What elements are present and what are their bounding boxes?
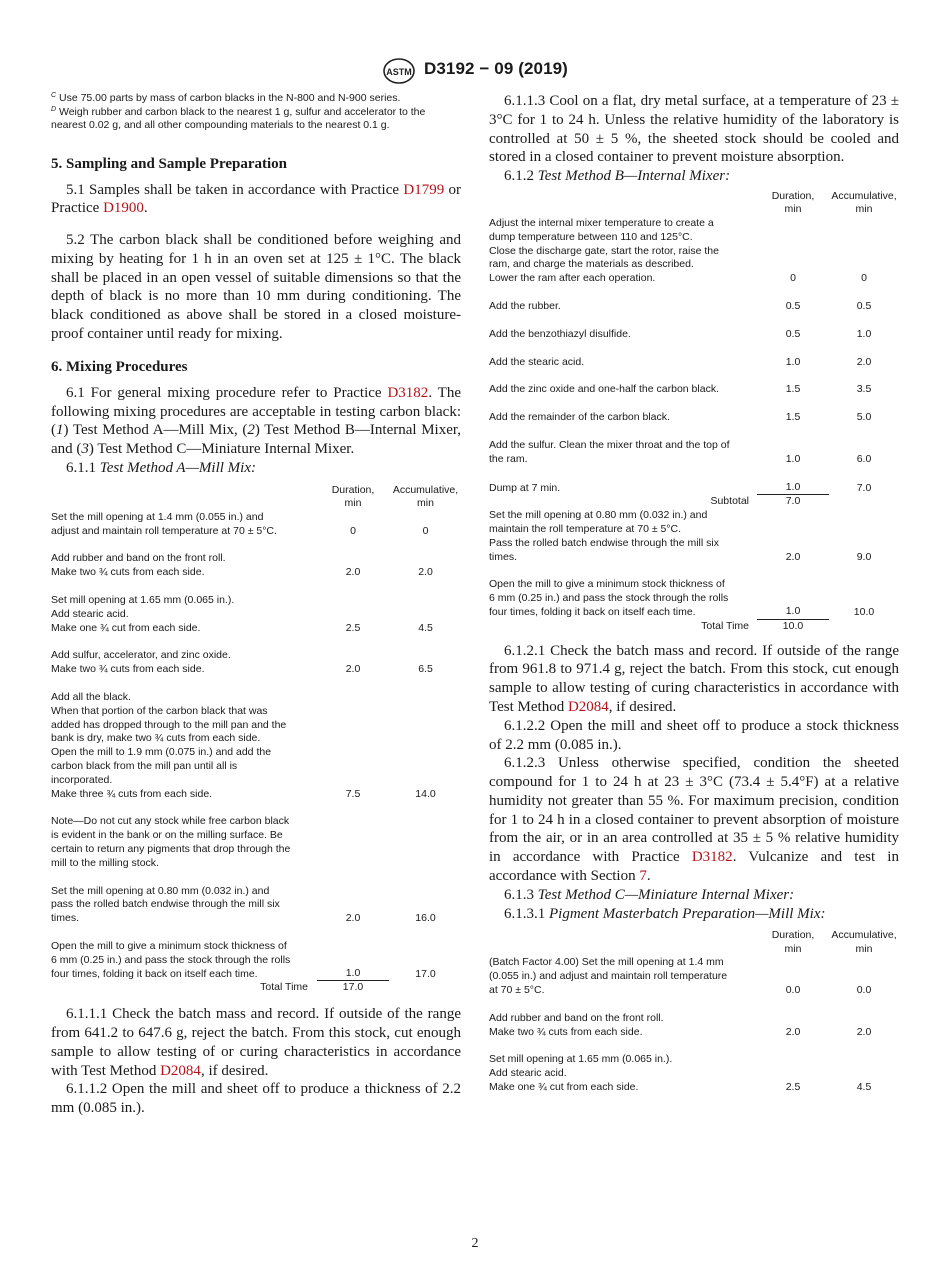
table-row: [51, 815, 461, 870]
table-row: [489, 481, 899, 496]
para-5-1: 5.1 Samples shall be taken in accordance with Practice D1799 or Practice D1900.: [51, 181, 461, 217]
footnote-c: $^C$ Use 75.00 parts by mass of carbon blacks in the N-800 and N-900 series.: [51, 92, 401, 104]
step-description: Add the zinc oxide and one-half the carbon black.: [489, 383, 719, 396]
row-spacer: [489, 425, 899, 439]
subtotal-row: [489, 495, 899, 509]
accumulative-cell: 4.5: [856, 1081, 872, 1094]
total-time-row: [489, 620, 899, 634]
table-row: [489, 439, 899, 467]
table-method-b: [489, 190, 899, 634]
duration-cell: 0.5: [785, 327, 801, 340]
accumulative-cell: 10.0: [853, 605, 875, 618]
para-6-1-1: 6.1.1 Test Method A—Mill Mix:: [66, 460, 256, 477]
duration-cell: [316, 815, 390, 870]
row-spacer: [489, 397, 899, 411]
section-6-heading: 6. Mixing Procedures: [51, 358, 188, 375]
right-column: [489, 92, 899, 1095]
duration-cell: 1.0: [785, 452, 801, 465]
para-6-1-3: 6.1.3 Test Method C—Miniature Internal Mixer:: [504, 886, 795, 903]
table-row: [489, 1053, 899, 1094]
accumulative-cell: [390, 815, 461, 870]
accumulative-cell: 16.0: [415, 912, 436, 925]
accumulative-cell: 1.0: [856, 327, 872, 340]
step-description: Open the mill to give a minimum stock thickness of 6 mm (0.25 in.) and pass the stock through the rolls four times, folding it back on itself each time.: [51, 939, 291, 980]
accumulative-cell: 9.0: [856, 550, 872, 563]
step-description: Set mill opening at 1.65 mm (0.065 in.). Add stearic acid. Make one ¾ cut from each side.: [489, 1053, 673, 1094]
col-duration-header: Duration, min: [771, 189, 815, 216]
duration-cell: 1.5: [785, 411, 801, 424]
duration-cell: 1.0: [757, 481, 829, 496]
table-row: [489, 383, 899, 397]
row-spacer: [51, 635, 461, 649]
duration-cell: 0.5: [785, 299, 801, 312]
duration-cell: 2.0: [345, 566, 361, 579]
col-duration-header: Duration, min: [331, 483, 375, 510]
table-row: [489, 509, 899, 564]
ref-d3182-link[interactable]: D3182: [691, 849, 733, 866]
step-description: Dump at 7 min.: [489, 481, 561, 494]
row-spacer: [489, 998, 899, 1012]
duration-cell: 2.0: [345, 663, 361, 676]
duration-cell: 1.0: [316, 940, 390, 981]
row-spacer: [51, 926, 461, 940]
total-time-row-value: 10.0: [782, 619, 804, 632]
step-description: Set the mill opening at 0.80 mm (0.032 in.) and pass the rolled batch endwise through the mill six times.: [51, 884, 280, 925]
logo-text: ASTM: [386, 67, 412, 77]
total-time-row-label: Total Time: [260, 981, 308, 994]
table-method-c: [489, 929, 899, 1094]
accumulative-cell: 5.0: [856, 411, 872, 424]
col-accumulative-header: Accumulative, min: [831, 929, 897, 955]
row-spacer: [51, 871, 461, 885]
table-row: [51, 940, 461, 981]
table-row: [489, 411, 899, 425]
duration-cell: 1.0: [785, 355, 801, 368]
row-spacer: [489, 314, 899, 328]
para-6-1-3-1: 6.1.3.1 Pigment Masterbatch Preparation—Mill Mix:: [504, 905, 826, 922]
table-row: [51, 552, 461, 580]
table-header-row: [489, 190, 899, 217]
step-description: Add the sulfur. Clean the mixer throat and the top of the ram.: [489, 438, 730, 465]
duration-cell: 1.5: [785, 383, 801, 396]
row-spacer: [489, 1039, 899, 1053]
ref-d1799-link[interactable]: D1799: [403, 181, 445, 198]
step-description: Add the remainder of the carbon black.: [489, 411, 670, 424]
table-row: [489, 578, 899, 619]
para-6-1-2-1: 6.1.2.1 Check the batch mass and record. If outside of the range from 961.8 to 971.4 g, reject the batch. From this stock, cut enough sample to allow testing of curing characteristics in accordance with Test Method D2084, if desired.: [489, 642, 899, 715]
page-number: 2: [471, 1236, 479, 1251]
table-row: [51, 885, 461, 926]
col-duration-header: Duration, min: [771, 929, 815, 955]
duration-cell: 0.0: [785, 984, 801, 997]
duration-cell: 7.5: [345, 787, 361, 800]
para-6-1: 6.1 For general mixing procedure refer to Practice D3182. The following mixing procedures are acceptable in testing carbon black: (1) Test Method A—Mill Mix, (2) Test Method B—Internal Mixer, and (3) Test Method C—Miniature Internal Mixer.: [51, 384, 462, 458]
step-description: Add rubber and band on the front roll. Make two ¾ cuts from each side.: [489, 1011, 664, 1038]
accumulative-cell: 17.0: [415, 967, 436, 980]
row-spacer: [489, 467, 899, 481]
accumulative-cell: 6.5: [418, 663, 433, 676]
table-row: [51, 511, 461, 539]
step-description: Add the stearic acid.: [489, 355, 585, 368]
step-description: Add the benzothiazyl disulfide.: [489, 327, 631, 340]
accumulative-cell: 4.5: [418, 621, 433, 634]
accumulative-cell: 14.0: [415, 787, 436, 800]
step-description: Open the mill to give a minimum stock thickness of 6 mm (0.25 in.) and pass the stock through the rolls four times, folding it back on itself each time.: [489, 578, 729, 618]
ref-d3182-link[interactable]: D3182: [387, 384, 429, 401]
row-spacer: [51, 801, 461, 815]
row-spacer: [489, 286, 899, 300]
row-spacer: [489, 369, 899, 383]
table-method-a: [51, 484, 461, 995]
duration-cell: 2.0: [345, 912, 361, 925]
row-spacer: [51, 538, 461, 552]
table-row: [489, 328, 899, 342]
ref-d1900-link[interactable]: D1900: [103, 200, 144, 217]
total-time-row-value: 17.0: [342, 981, 364, 994]
table-row: [489, 300, 899, 314]
step-description: Note—Do not cut any stock while free carbon black is evident in the bank or on the milling surface. Be certain to return any pigments that drop through the mill to the milling stock.: [51, 815, 291, 869]
accumulative-cell: 0: [861, 272, 867, 285]
table-row: [489, 1012, 899, 1040]
step-description: Set mill opening at 1.65 mm (0.065 in.). Add stearic acid. Make one ¾ cut from each side.: [51, 594, 235, 634]
duration-cell: 0: [350, 524, 356, 537]
page-header: [0, 58, 950, 84]
step-description: Add all the black. When that portion of the carbon black that was added has dropped through to the mill pan and the bank is dry, make two ¾ cuts from each side. Open the mill to 1.9 mm (0.075 in.) and add the carbon black from the mill pan until all is incorporated. Make three ¾ cuts from each side.: [51, 691, 287, 800]
ref-d2084-link[interactable]: D2084: [160, 1062, 201, 1079]
total-time-row: [51, 981, 461, 995]
subtotal-row-label: Subtotal: [710, 495, 749, 508]
total-time-row-label: Total Time: [701, 619, 749, 632]
accumulative-cell: 0.0: [856, 984, 872, 997]
step-description: (Batch Factor 4.00) Set the mill opening at 1.4 mm (0.055 in.) and adjust and maintain roll temperature at 70 ± 5°C.: [489, 956, 728, 997]
table-row: [489, 356, 899, 370]
accumulative-cell: 2.0: [856, 1025, 872, 1038]
duration-cell: 1.0: [757, 578, 829, 619]
subtotal-row-value: 7.0: [785, 495, 801, 508]
step-description: Add the rubber.: [489, 299, 561, 312]
row-spacer: [489, 564, 899, 578]
col-accumulative-header: Accumulative, min: [831, 189, 897, 216]
footnote-d: $^D$ Weigh rubber and carbon black to the nearest 1 g, sulfur and accelerator to the nearest 0.02 g, and all other compounding materials to the nearest 0.1 g.: [51, 105, 426, 131]
ref-d2084-link[interactable]: D2084: [567, 698, 609, 715]
table-header-row: [51, 484, 461, 511]
para-6-1-2-3: 6.1.2.3 Unless otherwise specified, condition the sheeted compound for 1 to 24 h at 23 ± 3°C (73.4 ± 5.4°F) at a relative humidity not greater than 55 %. For maximum precision, condition for 1 to 24 h in a closed container to prevent absorption of moisture from the air, or in an area controlled at 35 ± 5 % relative humidity in accordance with Practice D3182. Vulcanize and test in accordance with Section 7.: [489, 755, 899, 885]
step-description: Adjust the internal mixer temperature to create a dump temperature between 110 and 125°C. Close the discharge gate, start the rotor, raise the ram, and charge the materials as described. Lower the ram after each operation.: [489, 216, 719, 285]
duration-cell: 2.0: [785, 550, 801, 563]
step-description: Add sulfur, accelerator, and zinc oxide. Make two ¾ cuts from each side.: [51, 649, 231, 676]
section-5-heading: 5. Sampling and Sample Preparation: [51, 155, 288, 172]
col-accumulative-header: Accumulative, min: [392, 483, 459, 510]
table-row: [51, 649, 461, 677]
duration-cell: 2.5: [785, 1081, 801, 1094]
duration-cell: 0: [790, 272, 796, 285]
step-description: Add rubber and band on the front roll. Make two ¾ cuts from each side.: [51, 552, 226, 579]
astm-logo-icon: [381, 58, 417, 84]
accumulative-cell: 7.0: [856, 481, 872, 494]
table-row: [51, 691, 461, 801]
para-5-2: 5.2 The carbon black shall be conditioned before weighing and mixing by heating for 1 h in an oven set at 125 ± 1°C. The black shall be placed in an open vessel of suitable dimensions so that the depth of black is no more than 10 mm during conditioning. The black conditioned as above shall be stored in a closed moisture-proof container until ready for mixing.: [51, 232, 461, 343]
duration-cell: 2.5: [345, 621, 361, 634]
accumulative-cell: 0: [422, 524, 429, 537]
para-6-1-2: 6.1.2 Test Method B—Internal Mixer:: [504, 168, 731, 185]
para-6-1-1-3: 6.1.1.3 Cool on a flat, dry metal surface, at a temperature of 23 ± 3°C for 1 to 24 h. Unless the relative humidity of the laboratory is controlled at 50 ± 5 %, the sheeted stock should be cooled and stored in a closed container to prevent moisture absorption.: [489, 93, 899, 166]
table-row: [489, 956, 899, 997]
accumulative-cell: 2.0: [418, 566, 433, 579]
table-header-row: [489, 929, 899, 956]
ref-section-7-link[interactable]: 7: [639, 868, 647, 885]
row-spacer: [489, 342, 899, 356]
para-6-1-1-1: 6.1.1.1 Check the batch mass and record. If outside of the range from 641.2 to 647.6 g, reject the batch. From this stock, cut enough sample to allow testing of or curing characteristics in accordance with Test Method D2084, if desired.: [51, 1006, 461, 1079]
step-description: Set the mill opening at 1.4 mm (0.055 in.) and adjust and maintain roll temperature at 70 ± 5°C.: [51, 510, 277, 537]
row-spacer: [51, 580, 461, 594]
accumulative-cell: 6.0: [856, 452, 872, 465]
row-spacer: [51, 677, 461, 691]
left-column: [51, 92, 461, 1118]
accumulative-cell: 2.0: [856, 355, 872, 368]
step-description: Set the mill opening at 0.80 mm (0.032 in.) and maintain the roll temperature at 70 ± 5°C. Pass the rolled batch endwise through the mill six times.: [489, 509, 719, 563]
accumulative-cell: 3.5: [856, 383, 872, 396]
para-6-1-1-2: 6.1.1.2 Open the mill and sheet off to produce a thickness of 2.2 mm (0.085 in.).: [51, 1081, 461, 1117]
para-6-1-2-2: 6.1.2.2 Open the mill and sheet off to produce a stock thickness of 2.2 mm (0.085 in.).: [489, 717, 899, 753]
accumulative-cell: 0.5: [856, 299, 872, 312]
table-row: [489, 217, 899, 286]
table-row: [51, 594, 461, 635]
standard-designation: D3192 − 09 (2019): [424, 59, 568, 78]
duration-cell: 2.0: [785, 1025, 801, 1038]
